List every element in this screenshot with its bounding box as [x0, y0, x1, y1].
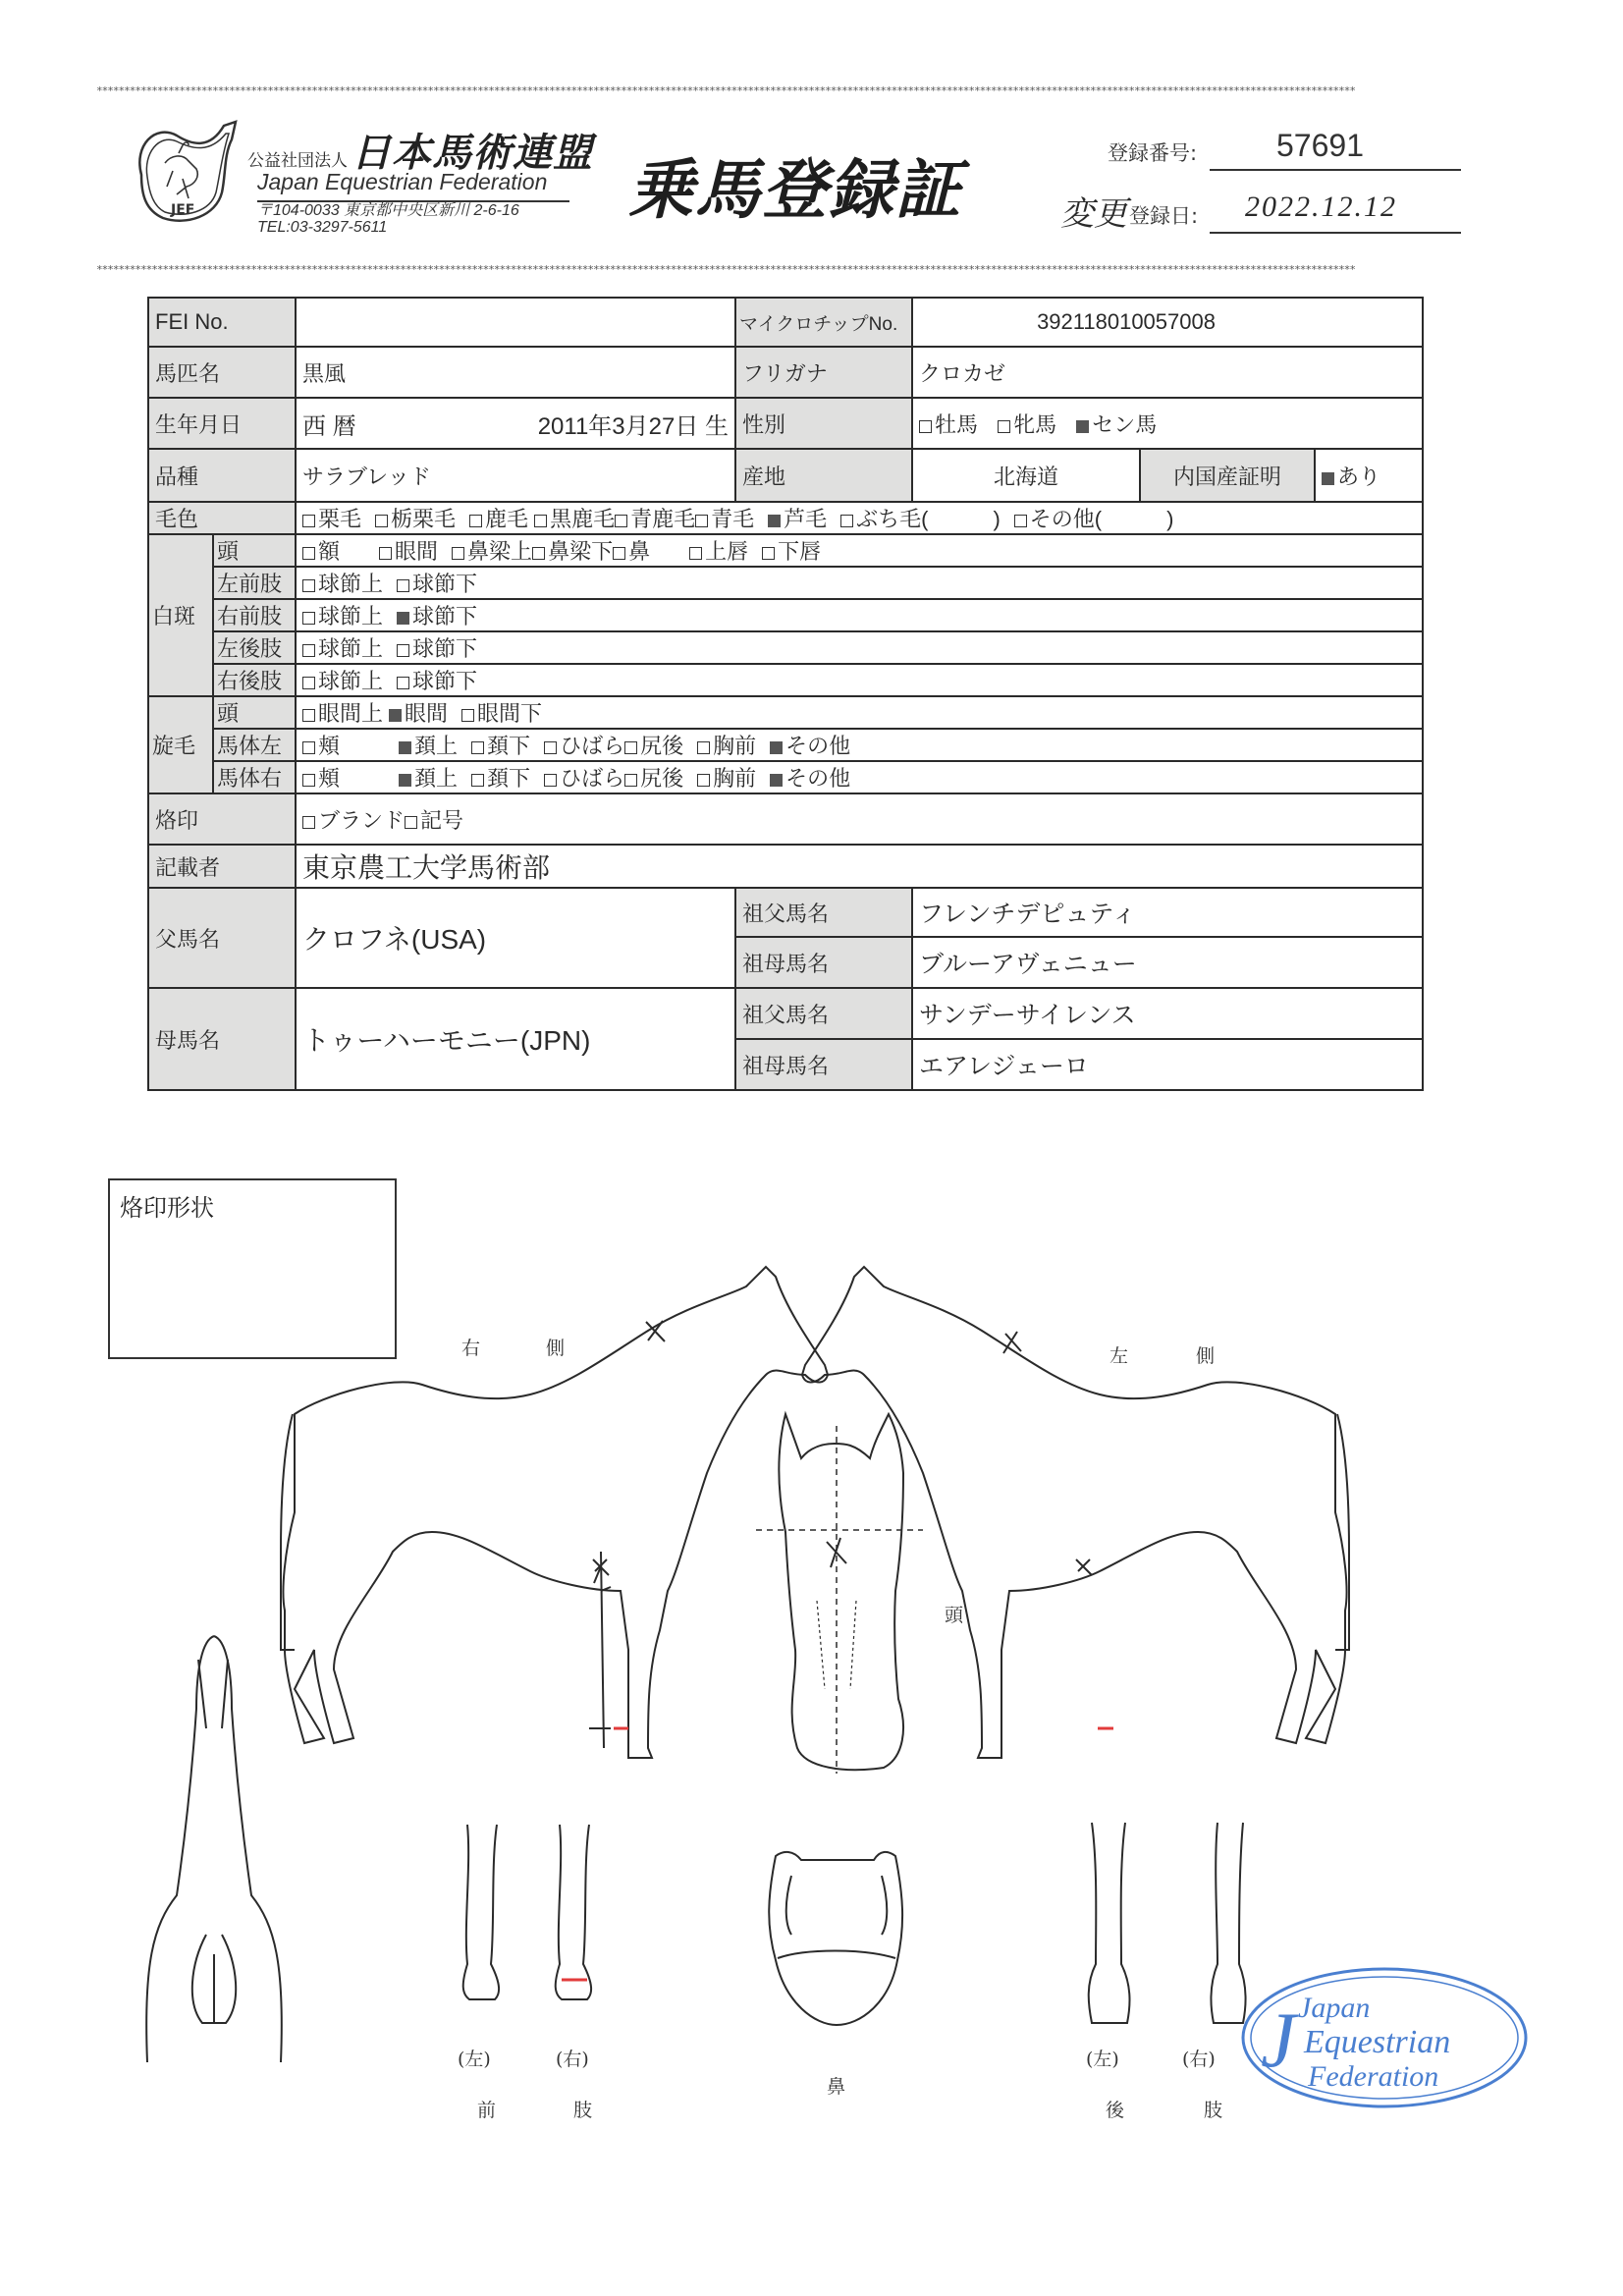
dam-grandsire-label: 祖父馬名 — [735, 988, 912, 1039]
white-rh-option[interactable]: 球節上 — [302, 669, 383, 693]
white-lh-option[interactable]: 球節下 — [397, 636, 477, 661]
origin-value: 北海道 — [912, 449, 1140, 502]
recorder-value: 東京農工大学馬術部 — [296, 845, 1423, 888]
org-name-en: Japan Equestrian Federation — [257, 169, 548, 194]
coat-option-gray[interactable]: 芦毛 — [768, 507, 827, 531]
white-head-option[interactable]: 眼間 — [379, 539, 438, 564]
muzzle-label: 鼻 — [827, 2076, 846, 2098]
birth-era: 西 暦 — [302, 412, 356, 440]
birth-label: 生年月日 — [148, 398, 296, 449]
org-name-jp: 公益社団法人 日本馬術連盟 — [247, 131, 593, 176]
hind-right-label: (右) — [1182, 2049, 1216, 2070]
white-head-label: 頭 — [213, 534, 296, 567]
bottom-star-border: ************************************************************************************************************************************************************************************************************************************ — [96, 263, 1355, 276]
svg-text:J: J — [1261, 1997, 1296, 2084]
whorl-right-option[interactable]: 胸前 — [697, 766, 756, 791]
fore-caption-1: 前 — [477, 2100, 497, 2121]
whorl-head-option[interactable]: 眼間上 — [302, 701, 383, 726]
top-star-border: ************************************************************************************************************************************************************************************************************************************ — [96, 84, 1355, 97]
sire-granddam-value: ブルーアヴェニュー — [912, 937, 1423, 988]
white-head-option[interactable]: 鼻梁下 — [532, 539, 613, 564]
org-address: 〒104-0033 東京都中央区新川 2-6-16 — [257, 202, 519, 219]
white-lf-option[interactable]: 球節上 — [302, 572, 383, 596]
coat-option[interactable]: 栃栗毛 — [375, 507, 456, 531]
microchip-value: 392118010057008 — [912, 298, 1423, 347]
white-rf-option[interactable]: 球節上 — [302, 604, 383, 629]
sex-label: 性別 — [735, 398, 912, 449]
white-head-option[interactable]: 鼻 — [613, 539, 650, 564]
coat-option[interactable]: 黒鹿毛 — [534, 507, 615, 531]
reg-number-value: 57691 — [1276, 128, 1364, 163]
horse-head-front-icon — [756, 1414, 923, 1774]
domestic-cert-option[interactable]: あり — [1315, 449, 1423, 502]
dam-granddam-value: エアレジェーロ — [912, 1039, 1423, 1090]
whorl-left-option-other[interactable]: その他 — [770, 734, 850, 758]
microchip-label: マイクロチップNo. — [735, 298, 912, 347]
dam-label: 母馬名 — [148, 988, 296, 1090]
coat-option[interactable]: ぶち毛( ) — [840, 507, 1001, 531]
dam-grandsire-value: サンデーサイレンス — [912, 988, 1423, 1039]
coat-option[interactable]: 栗毛 — [302, 507, 361, 531]
brand-option[interactable]: ブランド — [302, 808, 405, 833]
sire-granddam-label: 祖母馬名 — [735, 937, 912, 988]
dam-value: トゥーハーモニー(JPN) — [296, 988, 735, 1090]
whorl-left-option[interactable]: 尻後 — [624, 734, 683, 758]
furigana-value: クロカゼ — [912, 347, 1423, 398]
horse-left-side-icon — [802, 1267, 1349, 1758]
right-side-label-2: 側 — [546, 1338, 566, 1359]
sire-label: 父馬名 — [148, 888, 296, 988]
domestic-cert-label: 内国産証明 — [1140, 449, 1315, 502]
sex-option-stallion[interactable]: 牡馬 — [919, 412, 978, 437]
whorl-head-option[interactable]: 眼間下 — [461, 701, 542, 726]
whorl-right-option-upper-neck[interactable]: 頚上 — [399, 766, 458, 791]
horse-name-value: 黒風 — [296, 347, 735, 398]
reg-date-value: 2022.12.12 — [1245, 191, 1397, 223]
whorls-label: 旋毛 — [148, 696, 213, 793]
hindlegs-rear-icon — [1089, 1823, 1246, 2023]
birth-date-value: 2011年3月27日 生 — [537, 412, 730, 440]
horse-top-view-icon — [146, 1636, 282, 2062]
whorl-right-option[interactable]: ひばら — [544, 766, 624, 791]
brand-label: 烙印 — [148, 793, 296, 845]
breed-value: サラブレッド — [296, 449, 735, 502]
coat-option[interactable]: その他( ) — [1014, 507, 1174, 531]
whorl-left-option[interactable]: 頬 — [302, 734, 340, 758]
svg-text:JEF: JEF — [171, 202, 195, 218]
reg-number-label: 登録番号: — [1108, 141, 1198, 165]
hind-caption-2: 肢 — [1204, 2100, 1223, 2121]
coat-option[interactable]: 鹿毛 — [469, 507, 528, 531]
fore-caption-2: 肢 — [573, 2100, 593, 2121]
brand-shape-label: 烙印形状 — [120, 1194, 214, 1222]
sex-option-gelding[interactable]: セン馬 — [1076, 412, 1157, 437]
change-handwritten-mark: 変更 — [1060, 194, 1127, 234]
white-head-option[interactable]: 鼻梁上 — [452, 539, 532, 564]
whorl-body-right-label: 馬体右 — [213, 761, 296, 793]
white-rh-option[interactable]: 球節下 — [397, 669, 477, 693]
left-side-label-2: 側 — [1196, 1345, 1216, 1367]
sire-grandsire-label: 祖父馬名 — [735, 888, 912, 937]
white-lf-label: 左前肢 — [213, 567, 296, 599]
white-rh-label: 右後肢 — [213, 664, 296, 696]
whorl-right-option[interactable]: 頚下 — [471, 766, 530, 791]
fore-right-label: (右) — [556, 2049, 589, 2070]
white-head-option[interactable]: 下唇 — [762, 539, 821, 564]
furigana-label: フリガナ — [735, 347, 912, 398]
reg-date-label: 登録日: — [1129, 204, 1199, 228]
origin-label: 産地 — [735, 449, 912, 502]
whorl-left-option[interactable]: ひばら — [544, 734, 624, 758]
head-label: 頭 — [945, 1605, 964, 1626]
fei-no-label: FEI No. — [148, 298, 296, 347]
white-lh-label: 左後肢 — [213, 631, 296, 664]
breed-label: 品種 — [148, 449, 296, 502]
forelegs-front-icon — [463, 1825, 591, 1999]
org-tel: TEL:03-3297-5611 — [257, 219, 388, 236]
coat-color-label: 毛色 — [148, 502, 296, 534]
whorl-body-left-label: 馬体左 — [213, 729, 296, 761]
left-side-label-1: 左 — [1109, 1345, 1129, 1367]
hind-left-label: (左) — [1086, 2049, 1119, 2070]
white-marks-label: 白斑 — [148, 534, 213, 696]
whorl-left-option[interactable]: 頚下 — [471, 734, 530, 758]
whorl-head-option-between-eyes[interactable]: 眼間 — [389, 701, 448, 726]
coat-option[interactable]: 青毛 — [695, 507, 754, 531]
white-lh-option[interactable]: 球節上 — [302, 636, 383, 661]
right-side-label-1: 右 — [461, 1338, 481, 1359]
whorl-left-option-upper-neck[interactable]: 頚上 — [399, 734, 458, 758]
coat-option[interactable]: 青鹿毛 — [615, 507, 695, 531]
document-title: 乗馬登録証 — [628, 152, 962, 228]
horse-right-side-icon — [281, 1267, 828, 1758]
sex-option-mare[interactable]: 牝馬 — [998, 412, 1056, 437]
svg-text:Equestrian: Equestrian — [1304, 2024, 1451, 2060]
horse-name-label: 馬匹名 — [148, 347, 296, 398]
fore-left-label: (左) — [458, 2049, 491, 2070]
brand-option[interactable]: 記号 — [405, 808, 463, 833]
hind-caption-1: 後 — [1106, 2100, 1125, 2121]
svg-text:Japan: Japan — [1298, 1992, 1371, 2024]
sire-grandsire-value: フレンチデピュティ — [912, 888, 1423, 937]
svg-text:Federation: Federation — [1308, 2060, 1439, 2093]
whorl-right-option[interactable]: 尻後 — [624, 766, 683, 791]
recorder-label: 記載者 — [148, 845, 296, 888]
white-head-option[interactable]: 額 — [302, 539, 340, 564]
dam-granddam-label: 祖母馬名 — [735, 1039, 912, 1090]
white-head-option[interactable]: 上唇 — [689, 539, 748, 564]
jef-stamp-icon — [1239, 1964, 1530, 2111]
whorl-right-option[interactable]: 頬 — [302, 766, 340, 791]
whorl-right-option-other[interactable]: その他 — [770, 766, 850, 791]
white-rf-label: 右前肢 — [213, 599, 296, 631]
sire-value: クロフネ(USA) — [296, 888, 735, 988]
whorl-head-label: 頭 — [213, 696, 296, 729]
white-rf-option-below-fetlock[interactable]: 球節下 — [397, 604, 477, 629]
whorl-left-option[interactable]: 胸前 — [697, 734, 756, 758]
white-lf-option[interactable]: 球節下 — [397, 572, 477, 596]
muzzle-icon — [769, 1852, 902, 2025]
